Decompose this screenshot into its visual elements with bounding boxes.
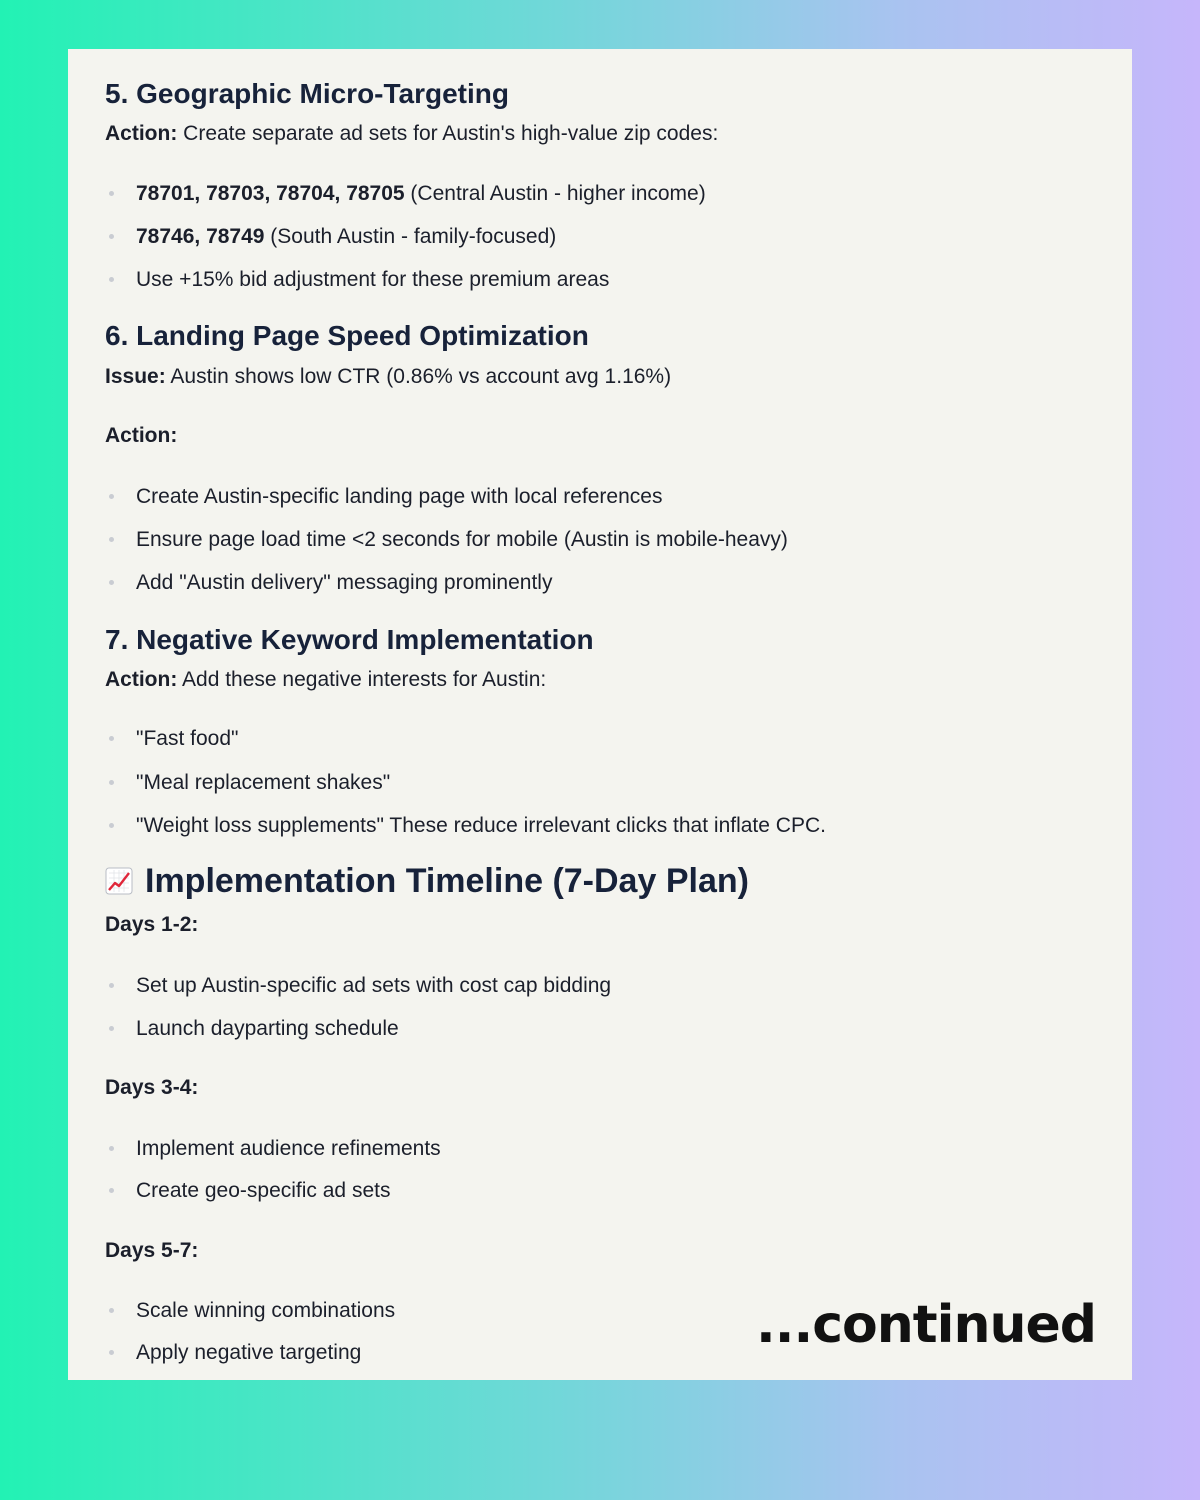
list-item: Ensure page load time <2 seconds for mobile (Austin is mobile-heavy): [136, 528, 788, 551]
list-item: Set up Austin-specific ad sets with cost cap bidding: [136, 974, 612, 997]
chart-increasing-icon: [105, 867, 133, 895]
list-item: "Meal replacement shakes": [136, 771, 391, 794]
zip-codes-central-desc: (Central Austin - higher income): [404, 182, 706, 205]
list-item: [136, 183, 706, 204]
issue-label: Issue:: [105, 365, 166, 388]
content-card: [68, 49, 1132, 1380]
list-item: Launch dayparting schedule: [136, 1017, 399, 1040]
action-text: Add these negative interests for Austin:: [177, 668, 547, 691]
bullet-dot: [109, 234, 114, 239]
bullet-dot: [109, 191, 114, 196]
action-label: Action:: [105, 424, 178, 447]
section-6-action-label: [105, 425, 177, 446]
list-item: Create Austin-specific landing page with local references: [136, 485, 663, 508]
list-item: Add "Austin delivery" messaging prominently: [136, 571, 553, 594]
days-label: Days 1-2:: [105, 913, 199, 936]
timeline-title: [105, 864, 749, 898]
section-7-title: 7. Negative Keyword Implementation: [105, 624, 594, 655]
action-text: Create separate ad sets for Austin's high-value zip codes:: [177, 122, 719, 145]
bullet-dot: [109, 983, 114, 988]
bullet-dot: [109, 780, 114, 785]
action-label: Action:: [105, 122, 178, 145]
bullet-dot: [109, 1350, 114, 1355]
bullet-dot: [109, 1146, 114, 1151]
list-item: Implement audience refinements: [136, 1137, 441, 1160]
days-1-2-label: [105, 914, 198, 935]
action-label: Action:: [105, 668, 178, 691]
bullet-dot: [109, 736, 114, 741]
bullet-dot: [109, 277, 114, 282]
list-item: "Fast food": [136, 727, 239, 750]
zip-codes-central: 78701, 78703, 78704, 78705: [136, 182, 405, 205]
bullet-dot: [109, 1308, 114, 1313]
section-7-action: [105, 669, 546, 690]
zip-codes-south-desc: (South Austin - family-focused): [264, 225, 557, 248]
section-5-title: 5. Geographic Micro-Targeting: [105, 78, 509, 109]
list-item: "Weight loss supplements" These reduce irrelevant clicks that inflate CPC.: [136, 814, 826, 837]
list-item: Create geo-specific ad sets: [136, 1179, 391, 1202]
issue-text: Austin shows low CTR (0.86% vs account avg 1.16%): [165, 365, 672, 388]
list-item: Use +15% bid adjustment for these premium areas: [136, 268, 610, 291]
list-item: Apply negative targeting: [136, 1341, 362, 1364]
days-3-4-label: [105, 1077, 198, 1098]
bullet-dot: [109, 823, 114, 828]
list-item: [136, 226, 556, 247]
section-6-issue: [105, 366, 671, 387]
section-6-title: 6. Landing Page Speed Optimization: [105, 320, 589, 351]
bullet-dot: [109, 537, 114, 542]
bullet-dot: [109, 494, 114, 499]
continued-label: ...continued: [755, 1295, 1096, 1355]
days-label: Days 3-4:: [105, 1076, 199, 1099]
zip-codes-south: 78746, 78749: [136, 225, 265, 248]
bullet-dot: [109, 1188, 114, 1193]
section-5-action: [105, 123, 718, 144]
days-label: Days 5-7:: [105, 1239, 199, 1262]
timeline-title-text: Implementation Timeline (7-Day Plan): [145, 862, 749, 900]
bullet-dot: [109, 1026, 114, 1031]
bullet-dot: [109, 580, 114, 585]
list-item: Scale winning combinations: [136, 1299, 396, 1322]
days-5-7-label: [105, 1240, 198, 1261]
